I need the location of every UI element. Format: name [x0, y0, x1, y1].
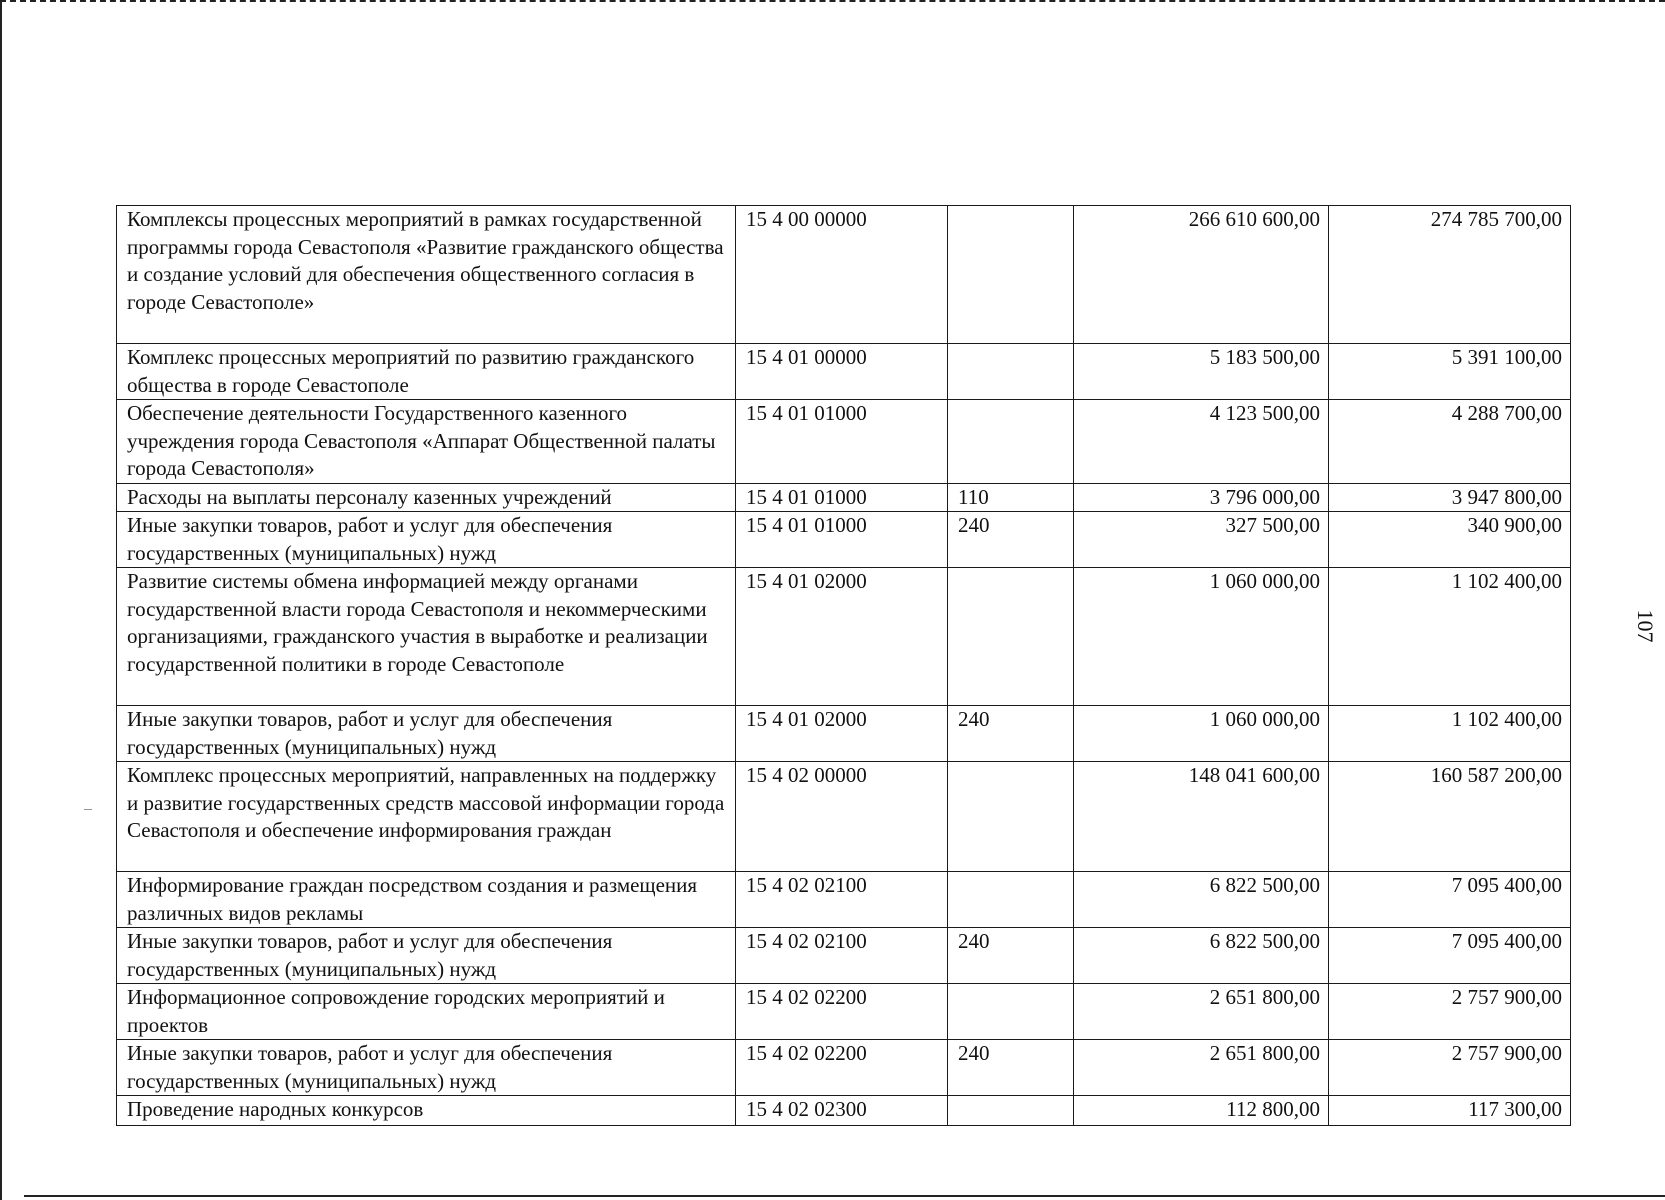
- target-article-code: 15 4 00 00000: [736, 206, 948, 344]
- expense-name: Расходы на выплаты персоналу казенных учреждений: [117, 483, 736, 512]
- table-row: [117, 512, 1571, 568]
- page-left-border: [0, 0, 2, 1200]
- target-article-code: 15 4 02 02100: [736, 928, 948, 984]
- amount-year-1: 4 123 500,00: [1074, 400, 1329, 484]
- amount-year-1: 148 041 600,00: [1074, 762, 1329, 872]
- amount-year-2: 2 757 900,00: [1329, 1040, 1571, 1096]
- expense-name: Развитие системы обмена информацией между органами государственной власти города Севастополя и некоммерческими организациями, гражданского участия в выработке и реализации государственной политики в городе Севастополе: [117, 568, 736, 706]
- amount-year-1: 1 060 000,00: [1074, 706, 1329, 762]
- target-article-code: 15 4 01 01000: [736, 400, 948, 484]
- target-article-code: 15 4 02 02200: [736, 984, 948, 1040]
- target-article-code: 15 4 02 02100: [736, 872, 948, 928]
- amount-year-1: 1 060 000,00: [1074, 568, 1329, 706]
- table-row: [117, 872, 1571, 928]
- amount-year-2: 1 102 400,00: [1329, 706, 1571, 762]
- budget-table-body: [117, 206, 1571, 1126]
- expense-name: Иные закупки товаров, работ и услуг для обеспечения государственных (муниципальных) нужд: [117, 928, 736, 984]
- target-article-code: 15 4 02 02200: [736, 1040, 948, 1096]
- expense-type-code: [948, 400, 1074, 484]
- table-row: [117, 206, 1571, 344]
- target-article-code: 15 4 01 01000: [736, 483, 948, 512]
- expense-name: Иные закупки товаров, работ и услуг для обеспечения государственных (муниципальных) нужд: [117, 706, 736, 762]
- table-row: [117, 1096, 1571, 1126]
- expense-name: Иные закупки товаров, работ и услуг для обеспечения государственных (муниципальных) нужд: [117, 512, 736, 568]
- expense-type-code: 240: [948, 1040, 1074, 1096]
- amount-year-2: 3 947 800,00: [1329, 483, 1571, 512]
- table-row: [117, 483, 1571, 512]
- page-number: 107: [1633, 609, 1658, 643]
- amount-year-1: 112 800,00: [1074, 1096, 1329, 1126]
- expense-name: Проведение народных конкурсов: [117, 1096, 736, 1126]
- page-bottom-border: [24, 1195, 1665, 1197]
- amount-year-1: 5 183 500,00: [1074, 344, 1329, 400]
- table-row: [117, 762, 1571, 872]
- amount-year-1: 3 796 000,00: [1074, 483, 1329, 512]
- expense-name: Комплекс процессных мероприятий по развитию гражданского общества в городе Севастополе: [117, 344, 736, 400]
- amount-year-2: 160 587 200,00: [1329, 762, 1571, 872]
- table-row: [117, 928, 1571, 984]
- amount-year-1: 266 610 600,00: [1074, 206, 1329, 344]
- expense-type-code: [948, 206, 1074, 344]
- amount-year-2: 7 095 400,00: [1329, 928, 1571, 984]
- expense-type-code: [948, 762, 1074, 872]
- table-row: [117, 706, 1571, 762]
- amount-year-1: 2 651 800,00: [1074, 1040, 1329, 1096]
- amount-year-2: 5 391 100,00: [1329, 344, 1571, 400]
- target-article-code: 15 4 02 02300: [736, 1096, 948, 1126]
- expense-name: Информирование граждан посредством создания и размещения различных видов рекламы: [117, 872, 736, 928]
- target-article-code: 15 4 02 00000: [736, 762, 948, 872]
- amount-year-2: 7 095 400,00: [1329, 872, 1571, 928]
- budget-table: [116, 205, 1571, 1126]
- table-row: [117, 400, 1571, 484]
- expense-name: Иные закупки товаров, работ и услуг для обеспечения государственных (муниципальных) нужд: [117, 1040, 736, 1096]
- amount-year-2: 117 300,00: [1329, 1096, 1571, 1126]
- amount-year-1: 6 822 500,00: [1074, 872, 1329, 928]
- scan-mark: [84, 809, 92, 810]
- table-row: [117, 568, 1571, 706]
- expense-type-code: [948, 984, 1074, 1040]
- expense-name: Информационное сопровождение городских мероприятий и проектов: [117, 984, 736, 1040]
- amount-year-2: 2 757 900,00: [1329, 984, 1571, 1040]
- target-article-code: 15 4 01 01000: [736, 512, 948, 568]
- expense-type-code: 240: [948, 512, 1074, 568]
- target-article-code: 15 4 01 02000: [736, 706, 948, 762]
- expense-name: Комплекс процессных мероприятий, направленных на поддержку и развитие государственных средств массовой информации города Севастополя и обеспечение информирования граждан: [117, 762, 736, 872]
- expense-type-code: 110: [948, 483, 1074, 512]
- amount-year-2: 1 102 400,00: [1329, 568, 1571, 706]
- expense-name: Комплексы процессных мероприятий в рамках государственной программы города Севастополя «Развитие гражданского общества и создание условий для обеспечения общественного согласия в городе Севастополе»: [117, 206, 736, 344]
- target-article-code: 15 4 01 00000: [736, 344, 948, 400]
- page-top-border: [0, 0, 1665, 2]
- expense-type-code: 240: [948, 706, 1074, 762]
- table-row: [117, 1040, 1571, 1096]
- amount-year-1: 6 822 500,00: [1074, 928, 1329, 984]
- amount-year-2: 274 785 700,00: [1329, 206, 1571, 344]
- expense-type-code: [948, 568, 1074, 706]
- table-row: [117, 344, 1571, 400]
- expense-type-code: [948, 344, 1074, 400]
- amount-year-2: 340 900,00: [1329, 512, 1571, 568]
- expense-type-code: [948, 872, 1074, 928]
- table-row: [117, 984, 1571, 1040]
- expense-type-code: 240: [948, 928, 1074, 984]
- amount-year-1: 327 500,00: [1074, 512, 1329, 568]
- expense-type-code: [948, 1096, 1074, 1126]
- amount-year-1: 2 651 800,00: [1074, 984, 1329, 1040]
- target-article-code: 15 4 01 02000: [736, 568, 948, 706]
- amount-year-2: 4 288 700,00: [1329, 400, 1571, 484]
- expense-name: Обеспечение деятельности Государственного казенного учреждения города Севастополя «Аппарат Общественной палаты города Севастополя»: [117, 400, 736, 484]
